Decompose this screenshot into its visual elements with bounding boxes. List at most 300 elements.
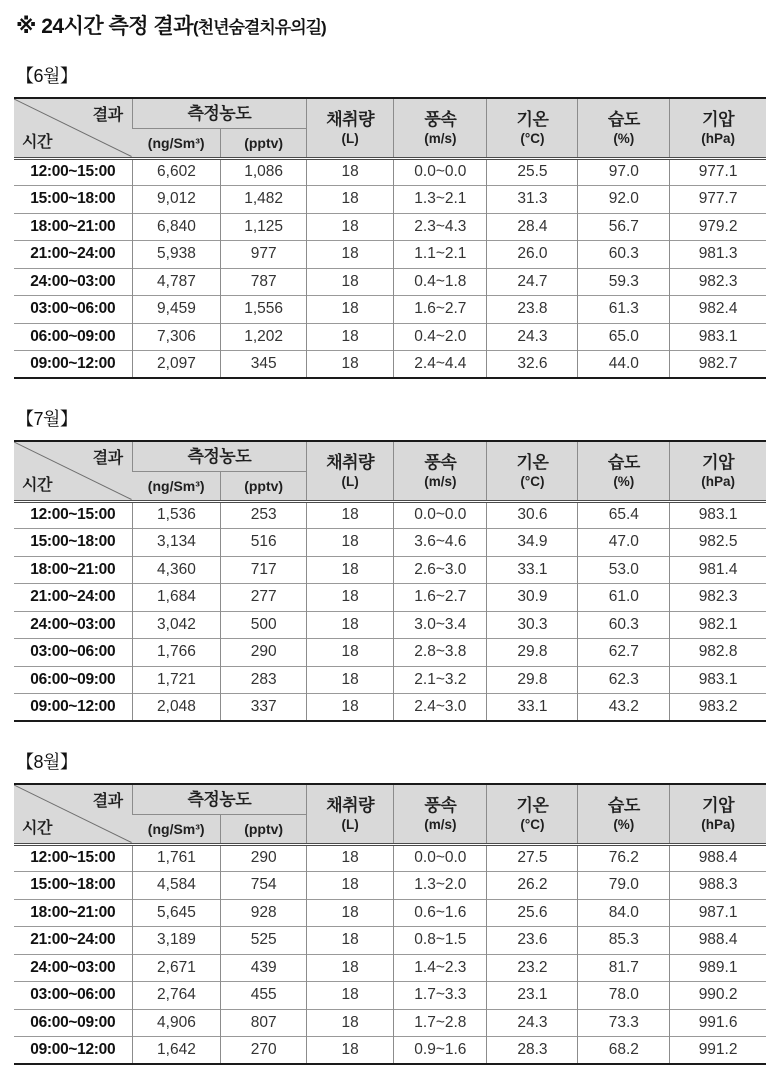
time-cell: 15:00~18:00: [14, 529, 132, 557]
concentration-ng-cell: 4,787: [132, 268, 221, 296]
sample-volume-cell: 18: [307, 954, 394, 982]
wind-speed-label: 풍속: [424, 453, 457, 473]
table-row: [14, 158, 766, 186]
temperature-cell: 34.9: [487, 529, 578, 557]
time-cell: 24:00~03:00: [14, 954, 132, 982]
header-time-label: 시간: [22, 133, 52, 151]
wind-speed-cell: 0.9~1.6: [394, 1037, 487, 1065]
concentration-ng-cell: 9,012: [132, 186, 221, 214]
wind-speed-cell: 1.3~2.0: [394, 872, 487, 900]
humidity-cell: 53.0: [578, 556, 670, 584]
humidity-unit: (%): [613, 473, 635, 489]
pressure-cell: 982.4: [670, 296, 766, 324]
temperature-cell: 30.6: [487, 501, 578, 529]
month-label-june: 【6월】: [16, 66, 78, 86]
humidity-cell: 97.0: [578, 158, 670, 186]
temperature-cell: 24.3: [487, 323, 578, 351]
time-cell: 12:00~15:00: [30, 506, 116, 524]
temperature-cell: 23.6: [487, 927, 578, 955]
temperature-unit: (°C): [520, 130, 545, 146]
wind-speed-label: 풍속: [424, 110, 457, 130]
wind-speed-cell: 2.3~4.3: [394, 213, 487, 241]
concentration-ng-cell: 1,766: [132, 639, 221, 667]
humidity-unit: (%): [613, 816, 635, 832]
pressure-cell: 990.2: [670, 982, 766, 1010]
pressure-unit: (hPa): [701, 130, 735, 146]
month-label-july: 【7월】: [16, 409, 78, 429]
temperature-cell: 29.8: [487, 639, 578, 667]
header-sample-volume: [307, 441, 394, 501]
time-cell: 24:00~03:00: [14, 268, 132, 296]
pressure-cell: 977.1: [670, 158, 766, 186]
temperature-cell: 33.1: [487, 556, 578, 584]
pressure-cell: 977.7: [670, 186, 766, 214]
sample-volume-cell: 18: [307, 927, 394, 955]
concentration-ng-cell: 1,721: [132, 666, 221, 694]
sample-volume-cell: 18: [307, 639, 394, 667]
pressure-cell: 988.4: [670, 844, 766, 872]
sample-volume-cell: 18: [307, 296, 394, 324]
header-time-label: 시간: [22, 819, 52, 837]
sample-volume-cell: 18: [307, 1009, 394, 1037]
wind-speed-cell: 3.0~3.4: [394, 611, 487, 639]
temperature-cell: 30.3: [487, 611, 578, 639]
header-wind-speed: [394, 441, 487, 501]
sample-volume-cell: 18: [307, 844, 394, 872]
table-header: [14, 441, 766, 501]
concentration-ng-cell: 4,360: [132, 556, 221, 584]
concentration-ng-cell: 3,042: [132, 611, 221, 639]
pressure-cell: 982.8: [670, 639, 766, 667]
concentration-ng-cell: 3,134: [132, 529, 221, 557]
time-cell: 18:00~21:00: [14, 899, 132, 927]
humidity-cell: 44.0: [578, 351, 670, 379]
concentration-label: 측정농도: [187, 103, 252, 123]
wind-speed-unit: (m/s): [424, 473, 457, 489]
concentration-pptv-cell: 1,482: [221, 186, 307, 214]
table-row: [14, 694, 766, 722]
temperature-cell: 25.6: [487, 899, 578, 927]
concentration-ng-cell: 9,459: [132, 296, 221, 324]
header-pressure: [670, 441, 766, 501]
pressure-label: 기압: [702, 453, 735, 473]
month-label-august: 【8월】: [16, 752, 78, 772]
humidity-cell: 79.0: [578, 872, 670, 900]
measurement-table-june: [14, 97, 766, 379]
humidity-cell: 62.3: [578, 666, 670, 694]
header-unit-ngsm3: (ng/Sm³): [132, 128, 221, 158]
temperature-cell: 23.2: [487, 954, 578, 982]
time-cell: 21:00~24:00: [14, 241, 132, 269]
humidity-cell: 92.0: [578, 186, 670, 214]
time-cell: 03:00~06:00: [14, 982, 132, 1010]
time-cell: 09:00~12:00: [14, 351, 132, 379]
temperature-cell: 31.3: [487, 186, 578, 214]
humidity-cell: 61.0: [578, 584, 670, 612]
table-row: [14, 954, 766, 982]
table-header: [14, 98, 766, 158]
pressure-cell: 989.1: [670, 954, 766, 982]
concentration-pptv-cell: 439: [221, 954, 307, 982]
humidity-cell: 59.3: [578, 268, 670, 296]
humidity-label: 습도: [607, 796, 640, 816]
time-cell: 15:00~18:00: [14, 872, 132, 900]
concentration-pptv-cell: 1,202: [221, 323, 307, 351]
wind-speed-cell: 2.8~3.8: [394, 639, 487, 667]
concentration-ng-cell: 3,189: [132, 927, 221, 955]
temperature-cell: 33.1: [487, 694, 578, 722]
temperature-cell: 26.0: [487, 241, 578, 269]
header-pressure: [670, 784, 766, 844]
humidity-cell: 68.2: [578, 1037, 670, 1065]
header-result-label: 결과: [92, 107, 123, 124]
concentration-pptv-cell: 977: [221, 241, 307, 269]
humidity-label: 습도: [607, 453, 640, 473]
pressure-cell: 982.7: [670, 351, 766, 379]
sample-volume-cell: 18: [307, 268, 394, 296]
wind-speed-cell: 2.1~3.2: [394, 666, 487, 694]
humidity-cell: 61.3: [578, 296, 670, 324]
temperature-cell: 28.4: [487, 213, 578, 241]
wind-speed-cell: 0.0~0.0: [394, 844, 487, 872]
concentration-ng-cell: 4,906: [132, 1009, 221, 1037]
sample-volume-cell: 18: [307, 899, 394, 927]
header-temperature: [487, 784, 578, 844]
header-corner-cell: [14, 784, 132, 844]
section-august: [14, 748, 766, 1065]
sample-volume-cell: 18: [307, 556, 394, 584]
section-july: [14, 405, 766, 722]
sample-volume-cell: 18: [307, 982, 394, 1010]
table-row: [14, 268, 766, 296]
header-corner-cell: [14, 441, 132, 501]
header-pressure: [670, 98, 766, 158]
header-sample-volume: [307, 784, 394, 844]
pressure-label: 기압: [702, 110, 735, 130]
header-concentration: [132, 98, 306, 128]
temperature-unit: (°C): [520, 816, 545, 832]
wind-speed-cell: 2.6~3.0: [394, 556, 487, 584]
table-row: [14, 213, 766, 241]
temperature-cell: 25.5: [487, 158, 578, 186]
time-cell: 12:00~15:00: [30, 163, 116, 181]
concentration-ng-cell: 1,642: [132, 1037, 221, 1065]
humidity-cell: 56.7: [578, 213, 670, 241]
concentration-ng-cell: 6,602: [132, 158, 221, 186]
temperature-cell: 32.6: [487, 351, 578, 379]
pressure-cell: 981.3: [670, 241, 766, 269]
concentration-pptv-cell: 290: [221, 639, 307, 667]
pressure-cell: 981.4: [670, 556, 766, 584]
header-temperature: [487, 98, 578, 158]
wind-speed-label: 풍속: [424, 796, 457, 816]
pressure-cell: 987.1: [670, 899, 766, 927]
time-cell: 06:00~09:00: [14, 323, 132, 351]
pressure-cell: 983.2: [670, 694, 766, 722]
temperature-cell: 24.3: [487, 1009, 578, 1037]
time-cell: 03:00~06:00: [14, 639, 132, 667]
temperature-cell: 23.8: [487, 296, 578, 324]
measurement-table-july: [14, 440, 766, 722]
concentration-pptv-cell: 928: [221, 899, 307, 927]
table-row: [14, 351, 766, 379]
concentration-ng-cell: 2,048: [132, 694, 221, 722]
table-row: [14, 584, 766, 612]
sample-volume-label: 채취량: [326, 796, 375, 816]
wind-speed-cell: 3.6~4.6: [394, 529, 487, 557]
time-cell: 24:00~03:00: [14, 611, 132, 639]
wind-speed-cell: 0.4~2.0: [394, 323, 487, 351]
pressure-cell: 991.6: [670, 1009, 766, 1037]
concentration-pptv-cell: 345: [221, 351, 307, 379]
humidity-cell: 65.0: [578, 323, 670, 351]
wind-speed-cell: 0.8~1.5: [394, 927, 487, 955]
concentration-ng-cell: 4,584: [132, 872, 221, 900]
humidity-cell: 84.0: [578, 899, 670, 927]
header-time-label: 시간: [22, 476, 52, 494]
table-row: [14, 611, 766, 639]
table-header: [14, 784, 766, 844]
page-title-location: (천년숨결치유의길): [193, 18, 326, 37]
temperature-label: 기온: [516, 796, 549, 816]
humidity-cell: 85.3: [578, 927, 670, 955]
header-concentration: [132, 441, 306, 471]
pressure-cell: 982.3: [670, 584, 766, 612]
wind-speed-cell: 1.3~2.1: [394, 186, 487, 214]
sample-volume-cell: 18: [307, 186, 394, 214]
wind-speed-cell: 1.6~2.7: [394, 584, 487, 612]
temperature-unit: (°C): [520, 473, 545, 489]
sample-volume-cell: 18: [307, 694, 394, 722]
table-row: [14, 872, 766, 900]
sample-volume-unit: (L): [341, 130, 359, 146]
pressure-cell: 982.1: [670, 611, 766, 639]
concentration-ng-cell: 2,097: [132, 351, 221, 379]
concentration-ng-cell: 5,645: [132, 899, 221, 927]
pressure-cell: 982.3: [670, 268, 766, 296]
table-row: [14, 241, 766, 269]
table-body: [14, 158, 766, 378]
concentration-ng-cell: 1,761: [132, 844, 221, 872]
sample-volume-cell: 18: [307, 213, 394, 241]
sample-volume-cell: 18: [307, 529, 394, 557]
humidity-unit: (%): [613, 130, 635, 146]
pressure-unit: (hPa): [701, 816, 735, 832]
concentration-pptv-cell: 787: [221, 268, 307, 296]
header-humidity: [578, 98, 670, 158]
header-sample-volume: [307, 98, 394, 158]
sample-volume-cell: 18: [307, 584, 394, 612]
humidity-cell: 60.3: [578, 241, 670, 269]
concentration-label: 측정농도: [187, 789, 252, 809]
table-row: [14, 186, 766, 214]
page-title-main: ※ 24시간 측정 결과: [16, 15, 193, 38]
temperature-cell: 27.5: [487, 844, 578, 872]
humidity-cell: 43.2: [578, 694, 670, 722]
table-row: [14, 1009, 766, 1037]
concentration-pptv-cell: 516: [221, 529, 307, 557]
time-cell: 21:00~24:00: [14, 584, 132, 612]
concentration-pptv-cell: 290: [221, 844, 307, 872]
concentration-pptv-cell: 277: [221, 584, 307, 612]
section-june: [14, 62, 766, 379]
humidity-label: 습도: [607, 110, 640, 130]
header-humidity: [578, 784, 670, 844]
concentration-pptv-cell: 253: [221, 501, 307, 529]
time-cell: 03:00~06:00: [14, 296, 132, 324]
sample-volume-cell: 18: [307, 241, 394, 269]
wind-speed-cell: 0.0~0.0: [394, 158, 487, 186]
wind-speed-cell: 1.4~2.3: [394, 954, 487, 982]
humidity-cell: 81.7: [578, 954, 670, 982]
concentration-ng-cell: 1,536: [132, 501, 221, 529]
concentration-pptv-cell: 807: [221, 1009, 307, 1037]
concentration-ng-cell: 6,840: [132, 213, 221, 241]
temperature-cell: 30.9: [487, 584, 578, 612]
pressure-cell: 982.5: [670, 529, 766, 557]
concentration-label: 측정농도: [187, 446, 252, 466]
wind-speed-cell: 0.0~0.0: [394, 501, 487, 529]
humidity-cell: 76.2: [578, 844, 670, 872]
temperature-label: 기온: [516, 110, 549, 130]
concentration-pptv-cell: 1,125: [221, 213, 307, 241]
concentration-pptv-cell: 283: [221, 666, 307, 694]
concentration-pptv-cell: 270: [221, 1037, 307, 1065]
sample-volume-unit: (L): [341, 473, 359, 489]
sample-volume-cell: 18: [307, 323, 394, 351]
pressure-cell: 983.1: [670, 666, 766, 694]
table-row: [14, 899, 766, 927]
time-cell: 18:00~21:00: [14, 556, 132, 584]
concentration-ng-cell: 5,938: [132, 241, 221, 269]
time-cell: 06:00~09:00: [14, 666, 132, 694]
sample-volume-cell: 18: [307, 611, 394, 639]
temperature-cell: 26.2: [487, 872, 578, 900]
wind-speed-unit: (m/s): [424, 130, 457, 146]
header-wind-speed: [394, 784, 487, 844]
wind-speed-cell: 0.4~1.8: [394, 268, 487, 296]
time-cell: 06:00~09:00: [14, 1009, 132, 1037]
table-row: [14, 1037, 766, 1065]
table-row: [14, 556, 766, 584]
sample-volume-cell: 18: [307, 501, 394, 529]
table-row: [14, 666, 766, 694]
header-result-label: 결과: [92, 450, 123, 467]
concentration-pptv-cell: 1,556: [221, 296, 307, 324]
measurement-table-august: [14, 783, 766, 1065]
table-row: [14, 296, 766, 324]
header-result-label: 결과: [92, 793, 123, 810]
table-row: [14, 639, 766, 667]
sample-volume-cell: 18: [307, 666, 394, 694]
header-temperature: [487, 441, 578, 501]
concentration-pptv-cell: 525: [221, 927, 307, 955]
concentration-pptv-cell: 754: [221, 872, 307, 900]
time-cell: 18:00~21:00: [14, 213, 132, 241]
wind-speed-cell: 1.7~2.8: [394, 1009, 487, 1037]
concentration-pptv-cell: 337: [221, 694, 307, 722]
concentration-ng-cell: 2,671: [132, 954, 221, 982]
pressure-cell: 979.2: [670, 213, 766, 241]
wind-speed-cell: 2.4~4.4: [394, 351, 487, 379]
table-row: [14, 529, 766, 557]
temperature-label: 기온: [516, 453, 549, 473]
concentration-ng-cell: 1,684: [132, 584, 221, 612]
table-body: [14, 844, 766, 1064]
pressure-cell: 991.2: [670, 1037, 766, 1065]
temperature-cell: 23.1: [487, 982, 578, 1010]
concentration-ng-cell: 2,764: [132, 982, 221, 1010]
header-wind-speed: [394, 98, 487, 158]
concentration-pptv-cell: 1,086: [221, 158, 307, 186]
header-unit-pptv: (pptv): [221, 814, 307, 844]
header-unit-ngsm3: (ng/Sm³): [132, 471, 221, 501]
wind-speed-cell: 0.6~1.6: [394, 899, 487, 927]
humidity-cell: 78.0: [578, 982, 670, 1010]
time-cell: 09:00~12:00: [14, 694, 132, 722]
humidity-cell: 47.0: [578, 529, 670, 557]
pressure-cell: 988.3: [670, 872, 766, 900]
sample-volume-cell: 18: [307, 1037, 394, 1065]
table-row: [14, 501, 766, 529]
concentration-pptv-cell: 717: [221, 556, 307, 584]
humidity-cell: 73.3: [578, 1009, 670, 1037]
concentration-ng-cell: 7,306: [132, 323, 221, 351]
temperature-cell: 28.3: [487, 1037, 578, 1065]
wind-speed-cell: 1.6~2.7: [394, 296, 487, 324]
header-concentration: [132, 784, 306, 814]
header-unit-ngsm3: (ng/Sm³): [132, 814, 221, 844]
page-title: [16, 10, 766, 40]
header-humidity: [578, 441, 670, 501]
pressure-cell: 983.1: [670, 323, 766, 351]
header-unit-pptv: (pptv): [221, 128, 307, 158]
pressure-unit: (hPa): [701, 473, 735, 489]
humidity-cell: 60.3: [578, 611, 670, 639]
humidity-cell: 62.7: [578, 639, 670, 667]
wind-speed-unit: (m/s): [424, 816, 457, 832]
pressure-cell: 983.1: [670, 501, 766, 529]
sample-volume-cell: 18: [307, 158, 394, 186]
table-row: [14, 844, 766, 872]
header-unit-pptv: (pptv): [221, 471, 307, 501]
wind-speed-cell: 2.4~3.0: [394, 694, 487, 722]
temperature-cell: 24.7: [487, 268, 578, 296]
time-cell: 21:00~24:00: [14, 927, 132, 955]
header-corner-cell: [14, 98, 132, 158]
humidity-cell: 65.4: [578, 501, 670, 529]
pressure-cell: 988.4: [670, 927, 766, 955]
table-row: [14, 323, 766, 351]
sample-volume-cell: 18: [307, 872, 394, 900]
wind-speed-cell: 1.1~2.1: [394, 241, 487, 269]
time-cell: 15:00~18:00: [14, 186, 132, 214]
sample-volume-label: 채취량: [326, 110, 375, 130]
sample-volume-cell: 18: [307, 351, 394, 379]
wind-speed-cell: 1.7~3.3: [394, 982, 487, 1010]
concentration-pptv-cell: 500: [221, 611, 307, 639]
concentration-pptv-cell: 455: [221, 982, 307, 1010]
time-cell: 12:00~15:00: [30, 849, 116, 867]
pressure-label: 기압: [702, 796, 735, 816]
table-row: [14, 982, 766, 1010]
time-cell: 09:00~12:00: [14, 1037, 132, 1065]
table-body: [14, 501, 766, 721]
sample-volume-unit: (L): [341, 816, 359, 832]
sample-volume-label: 채취량: [326, 453, 375, 473]
table-row: [14, 927, 766, 955]
temperature-cell: 29.8: [487, 666, 578, 694]
